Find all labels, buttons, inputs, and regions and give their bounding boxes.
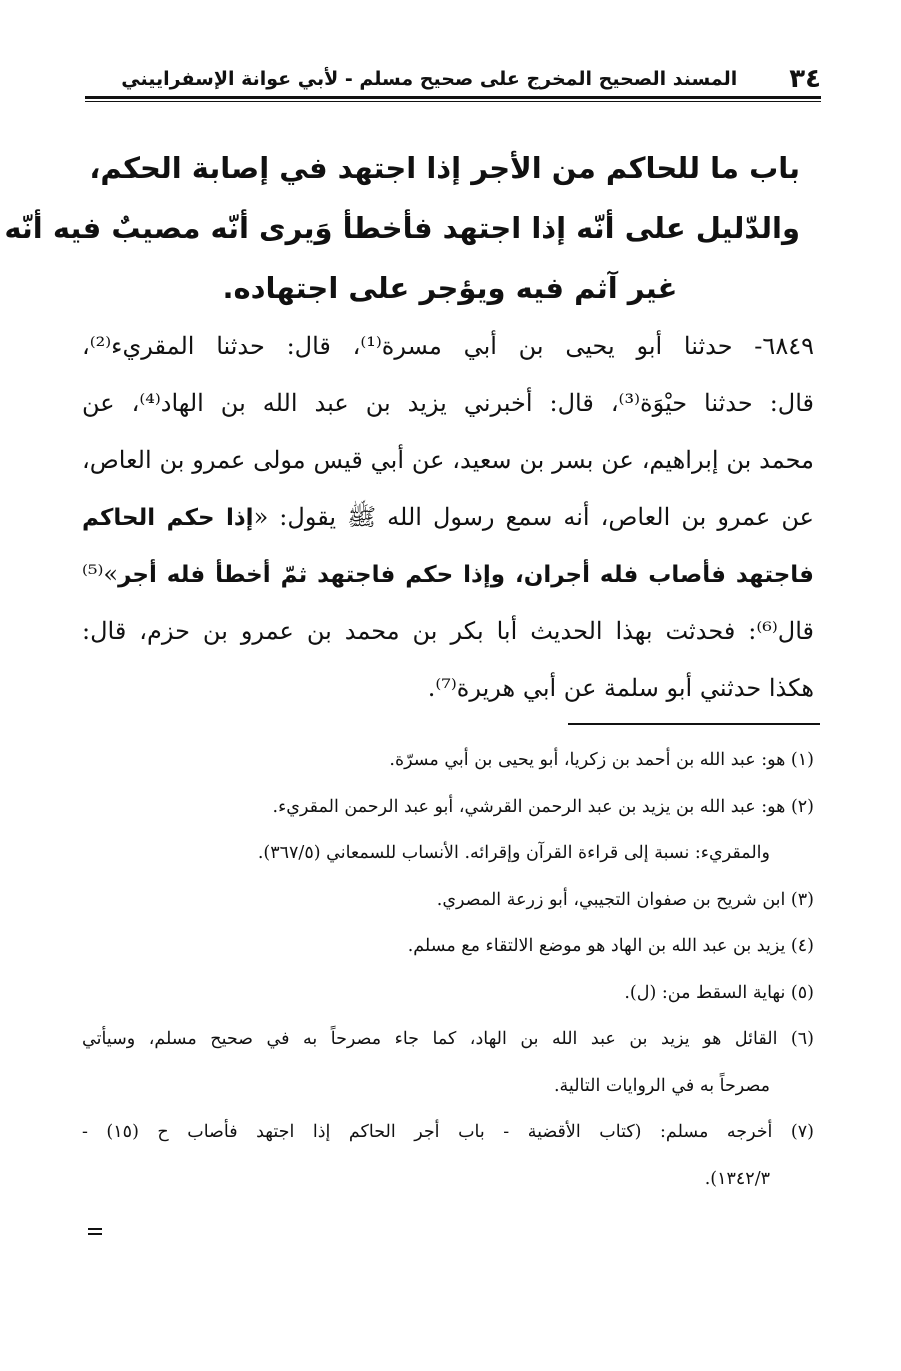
end-mark — [88, 1228, 102, 1230]
prophetic-saying-end: فاجتهد فأصاب فله أجران، وإذا حكم فاجتهد ثمّ أخطأ فله أجر — [118, 562, 814, 588]
footnote-3: (٣) ابن شريح بن صفوان التجيبي، أبو زرعة المصري. — [436, 889, 814, 910]
footnote-4: (٤) يزيد بن عبد الله بن الهاد هو موضع الالتقاء مع مسلم. — [407, 936, 814, 956]
footnotes — [82, 737, 814, 1202]
footnote-7: (٧) أخرجه مسلم: (كتاب الأقضية - باب أجر الحاكم إذا اجتهد فأصاب ح (١٥) - — [82, 1122, 814, 1142]
header-rule-thin — [85, 101, 821, 102]
chapter-line-3: غير آثم فيه ويؤجر على اجتهاده. — [222, 271, 678, 305]
hadith-text — [82, 318, 814, 717]
footnote-separator — [568, 723, 820, 725]
hadith-line-4-plain: عن عمرو بن العاص، أنه سمع رسول الله ﷺ يقول: « — [253, 503, 814, 531]
quote-close: »⁽⁵⁾ — [82, 560, 119, 588]
chapter-line-1: باب ما للحاكم من الأجر إذا اجتهد في إصابة الحكم، — [89, 151, 800, 185]
hadith-line-1: ٦٨٤٩- حدثنا أبو يحيى بن أبي مسرة⁽¹⁾، قال: حدثنا المقريء⁽²⁾، — [82, 332, 814, 360]
footnote-1: (١) هو: عبد الله بن أحمد بن زكريا، أبو يحيى بن أبي مسرّة. — [389, 750, 814, 770]
footnote-6: (٦) القائل هو يزيد بن عبد الله بن الهاد، كما جاء مصرحاً به في صحيح مسلم، وسيأتي — [82, 1029, 814, 1049]
chapter-heading — [4, 138, 800, 318]
page-number: ٣٤ — [789, 64, 821, 94]
end-mark-lower — [88, 1233, 102, 1235]
hadith-line-4 — [82, 489, 814, 546]
hadith-line-7: هكذا حدثني أبو سلمة عن أبي هريرة⁽⁷⁾. — [427, 674, 814, 702]
footnote-5: (٥) نهاية السقط من: (ل). — [624, 982, 814, 1003]
prophetic-saying-start: إذا حكم الحاكم — [82, 505, 254, 531]
hadith-line-3: محمد بن إبراهيم، عن بسر بن سعيد، عن أبي قيس مولى عمرو بن العاص، — [82, 446, 814, 474]
hadith-line-5 — [82, 546, 814, 603]
footnote-2-continued: والمقريء: نسبة إلى قراءة القرآن وإقرائه. الأنساب للسمعاني (٣٦٧/٥). — [257, 843, 770, 863]
header-rule — [85, 96, 821, 99]
running-title: المسند الصحيح المخرج على صحيح مسلم - لأبي عوانة الإسفراييني — [121, 68, 738, 90]
footnote-7-continued: ١٣٤٢/٣). — [704, 1168, 770, 1189]
running-header — [85, 60, 821, 96]
chapter-line-2: والدّليل على أنّه إذا اجتهد فأخطأ وَيرى أنّه مصيبٌ فيه أنّه — [4, 211, 800, 245]
footnote-2: (٢) هو: عبد الله بن يزيد بن عبد الرحمن القرشي، أبو عبد الرحمن المقريء. — [272, 796, 814, 817]
footnote-6-continued: مصرحاً به في الروايات التالية. — [553, 1075, 770, 1096]
hadith-line-6: قال⁽⁶⁾: فحدثت بهذا الحديث أبا بكر بن محمد بن عمرو بن حزم، قال: — [82, 617, 814, 645]
hadith-line-2: قال: حدثنا حيْوَة⁽³⁾، قال: أخبرني يزيد بن عبد الله بن الهاد⁽⁴⁾، عن — [82, 389, 814, 417]
